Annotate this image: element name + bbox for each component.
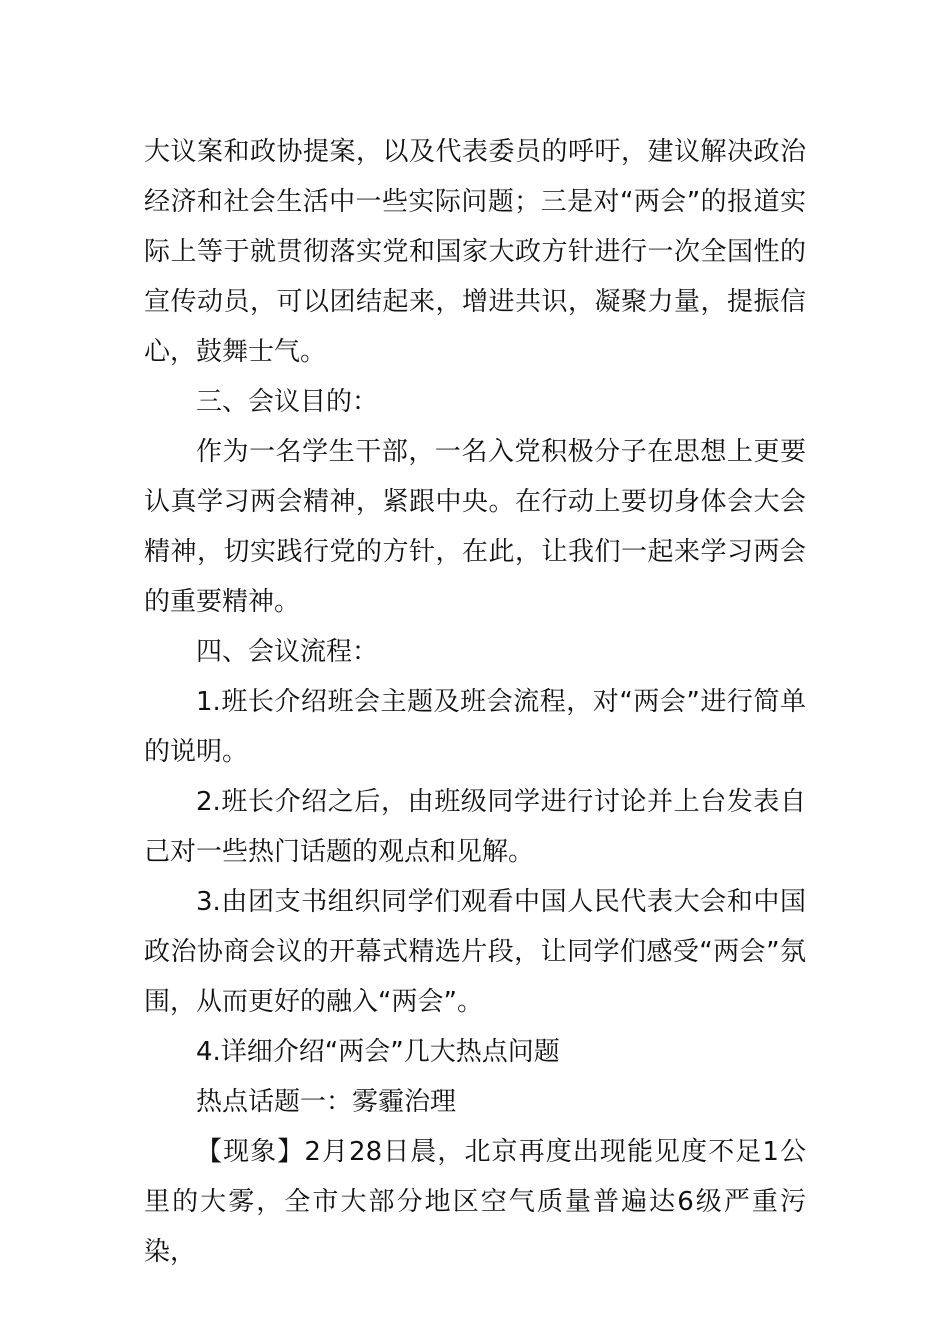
hot-topic-heading: 热点话题一：雾霾治理 xyxy=(196,1087,457,1117)
section-heading-purpose: 三、会议目的： xyxy=(196,387,379,417)
document-body xyxy=(144,127,806,1277)
paragraph-continuation: 大议案和政协提案，以及代表委员的呼吁，建议解决政治经济和社会生活中一些实际问题；三是对“两会”的报道实际上等于就贯彻落实党和国家大政方针进行一次全国性的宣传动员，可以团结起来，增进共识，凝聚力量，提振信心，鼓舞士气。 xyxy=(144,137,806,367)
process-step-2: 2.班长介绍之后，由班级同学进行讨论并上台发表自己对一些热门话题的观点和见解。 xyxy=(144,787,806,867)
process-step-4: 4.详细介绍“两会”几大热点问题 xyxy=(196,1037,560,1067)
section-heading-process: 四、会议流程： xyxy=(196,637,379,667)
hot-topic-phenomenon: 【现象】2月28日晨，北京再度出现能见度不足1公里的大雾，全市大部分地区空气质量普遍达6级严重污染， xyxy=(144,1137,806,1267)
paragraph-purpose: 作为一名学生干部，一名入党积极分子在思想上更要认真学习两会精神，紧跟中央。在行动上要切身体会大会精神，切实践行党的方针，在此，让我们一起来学习两会的重要精神。 xyxy=(144,437,806,617)
process-step-3: 3.由团支书组织同学们观看中国人民代表大会和中国政治协商会议的开幕式精选片段，让同学们感受“两会”氛围，从而更好的融入“两会”。 xyxy=(144,887,806,1017)
process-step-1: 1.班长介绍班会主题及班会流程，对“两会”进行简单的说明。 xyxy=(144,687,806,767)
